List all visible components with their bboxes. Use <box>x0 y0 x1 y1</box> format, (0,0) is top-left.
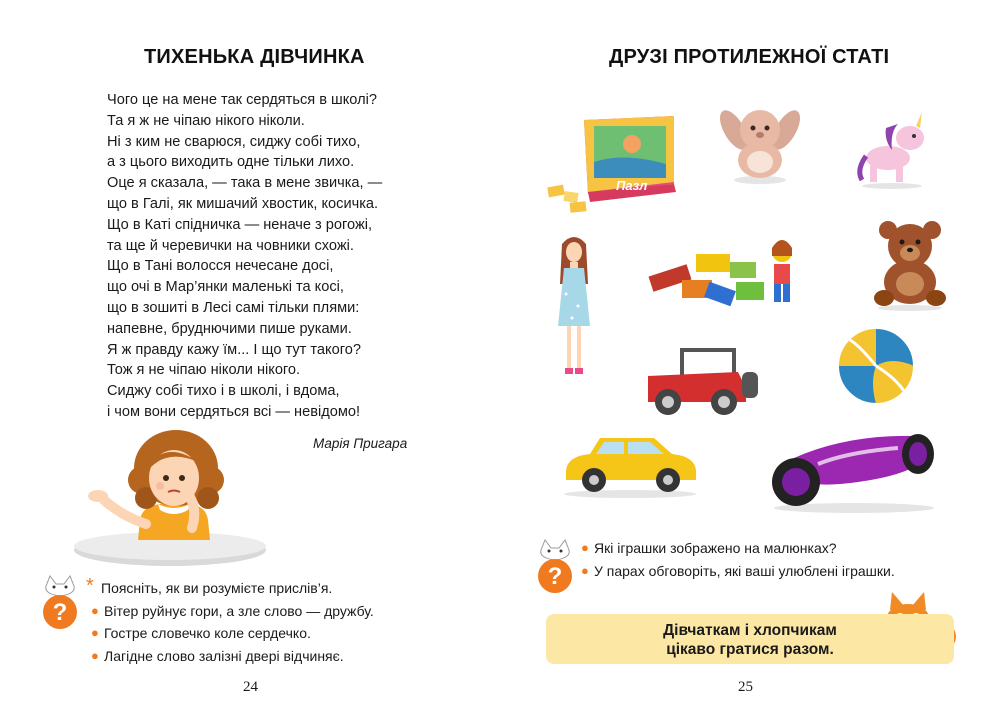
cat-question-icon <box>38 574 82 634</box>
poem-title: ТИХЕНЬКА ДІВЧИНКА <box>144 46 365 68</box>
task-item: ● Які іграшки зображено на малюнках? <box>581 540 837 556</box>
poem-line: що очі в Мар’янки маленькі та косі, <box>107 279 344 296</box>
left-task-list <box>91 577 374 667</box>
page-number: 24 <box>243 679 258 695</box>
jeep-toy <box>642 346 762 418</box>
poem-line: Що в Каті спідничка — неначе з рогожі, <box>107 216 373 233</box>
poem-line: Чого це на мене так сердяться в школі? <box>107 92 377 108</box>
page-title: ДРУЗІ ПРОТИЛЕЖНОЇ СТАТІ <box>609 46 890 68</box>
puzzle-box-label: Пазл <box>616 178 648 193</box>
poem-line: Сиджу собі тихо і в школі, і вдома, <box>107 383 340 400</box>
poem-line: Оце я сказала, — така в мене звичка, — <box>107 175 383 192</box>
volleyball-toy <box>836 326 916 406</box>
poem-line: та ще й черевички на човники схожі. <box>107 237 354 254</box>
hoverboard-toy <box>768 424 938 514</box>
cat-question-icon <box>533 538 577 598</box>
poem-line: Та я ж не чіпаю нікого ніколи. <box>107 112 305 129</box>
task-item: ● У парах обговоріть, які ваші улюблені іграшки. <box>581 562 895 579</box>
poem-line: що в зошиті в Лесі самі тільки плями: <box>107 299 360 316</box>
poem-line: Тож я не чіпаю ніколи нікого. <box>107 362 301 379</box>
task-item: Поясніть, як ви розумієте прислів’я. <box>101 580 333 596</box>
right-task-list <box>581 537 895 582</box>
poem-line: а з цього виходить одне тільки лихо. <box>107 154 355 171</box>
task-item: ● Лагідне слово залізні двері відчиняє. <box>91 647 344 664</box>
puzzle-box-illustration <box>544 112 678 214</box>
task-item: ● Вітер руйнує гори, а зле слово — дружбу. <box>91 602 374 619</box>
banner-line: цікаво гратися разом. <box>666 641 834 658</box>
poem-line: Я ж правду кажу їм... І що тут такого? <box>107 341 361 358</box>
page-number: 25 <box>738 679 753 695</box>
task-item: ● Гостре словечко коле сердечко. <box>91 625 311 641</box>
thinking-girl-illustration <box>70 428 270 568</box>
banner-line: Дівчаткам і хлопчикам <box>663 622 837 639</box>
task-star: * <box>86 575 94 597</box>
poem-line: що в Галі, як мишачий хвостик, косичка. <box>107 195 379 212</box>
question-mark: ? <box>547 563 563 590</box>
car-toy <box>560 430 700 500</box>
doll-toy <box>554 234 594 384</box>
building-blocks-toy <box>646 236 806 318</box>
bunny-toy <box>720 104 800 184</box>
conclusion-banner <box>546 614 954 664</box>
poem-line: Що в Тані волосся нечесане досі, <box>107 258 334 275</box>
poem <box>107 90 382 423</box>
teddy-bear-toy <box>872 218 948 312</box>
pony-toy <box>856 110 932 190</box>
poem-line: Ні з ким не сварюся, сиджу собі тихо, <box>107 133 361 150</box>
question-mark: ? <box>52 599 68 626</box>
poem-line: напевне, бруднючими пише руками. <box>107 320 352 337</box>
poem-line: і чом вони сердяться всі — невідомо! <box>107 403 361 420</box>
poem-author: Марія Пригара <box>313 436 408 451</box>
